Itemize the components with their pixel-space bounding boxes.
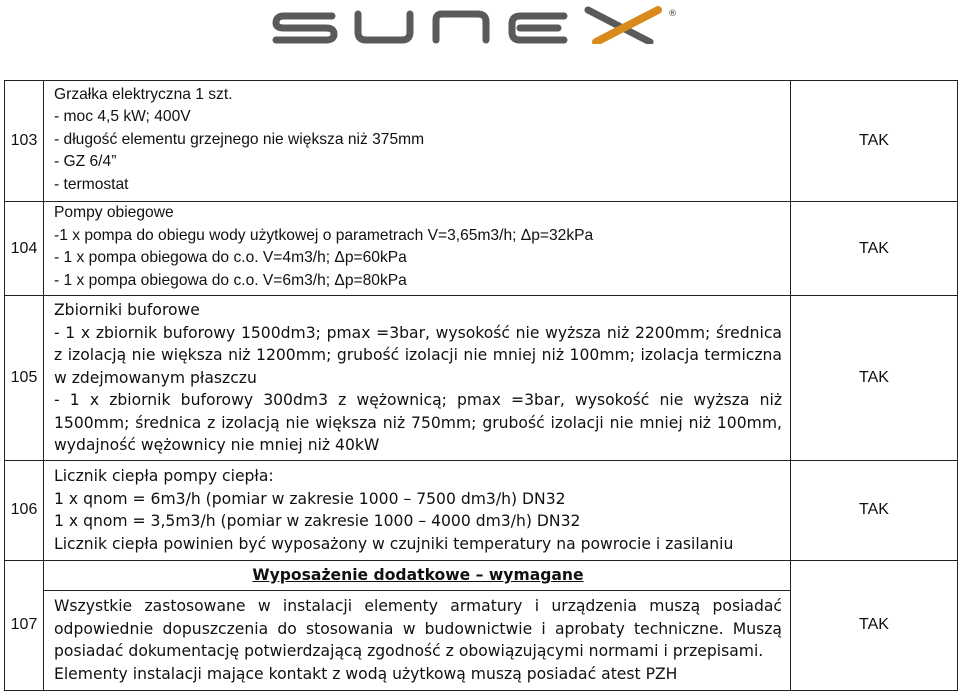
desc-line: - GZ 6/4” bbox=[54, 153, 117, 171]
row-number: 105 bbox=[5, 296, 44, 461]
row-value: TAK bbox=[791, 560, 958, 690]
desc-line: - termostat bbox=[54, 175, 129, 193]
table-row bbox=[5, 296, 958, 461]
row-description bbox=[44, 81, 791, 202]
desc-line: -1 x pompa do obiegu wody użytkowej o parametrach V=3,65m3/h; Δp=32kPa bbox=[54, 226, 594, 244]
desc-line: Licznik ciepła pompy ciepła: bbox=[54, 467, 274, 485]
row-number: 106 bbox=[5, 460, 44, 560]
desc-paragraph: - 1 x zbiornik buforowy 1500dm3; pmax =3bar, wysokość nie wyższa niż 2200mm; średnica z izolacją nie większa niż 1200mm; grubość izolacji nie mniej niż 100mm; izolacja termiczna w zdejmowanym płaszczu bbox=[54, 323, 782, 387]
desc-line: Grzałka elektryczna 1 szt. bbox=[54, 85, 233, 103]
row-description bbox=[44, 202, 791, 296]
desc-line: - długość elementu grzejnego nie większa niż 375mm bbox=[54, 130, 425, 148]
spec-table bbox=[4, 80, 958, 691]
table-row bbox=[5, 460, 958, 560]
table-row bbox=[5, 560, 958, 590]
desc-title: Zbiorniki buforowe bbox=[54, 301, 200, 319]
row-description bbox=[44, 296, 791, 461]
desc-line: Pompy obiegowe bbox=[54, 204, 174, 221]
desc-line: Licznik ciepła powinien być wyposażony w czujniki temperatury na powrocie i zasilaniu bbox=[54, 534, 734, 553]
table-row bbox=[5, 202, 958, 296]
desc-paragraph: - 1 x zbiornik buforowy 300dm3 z wężownicą; pmax =3bar, wysokość nie wyższa niż 1500mm; średnica z izolacją nie większa niż 750mm; grubość izolacji nie mniej niż 100mm, wydajność wężownicy nie mniej niż 40kW bbox=[54, 391, 782, 454]
desc-line: - moc 4,5 kW; 400V bbox=[54, 108, 191, 126]
row-value: TAK bbox=[791, 202, 958, 296]
desc-paragraph: Elementy instalacji mające kontakt z wodą użytkową muszą posiadać atest PZH bbox=[54, 664, 678, 683]
row-number: 104 bbox=[5, 202, 44, 296]
registered-mark: ® bbox=[668, 9, 677, 19]
desc-line: - 1 x pompa obiegowa do c.o. V=6m3/h; Δp=80kPa bbox=[54, 271, 407, 289]
sunex-logo bbox=[270, 4, 690, 44]
section-heading: Wyposażenie dodatkowe – wymagane bbox=[44, 560, 791, 590]
row-number: 107 bbox=[5, 560, 44, 690]
desc-line: - 1 x pompa obiegowa do c.o. V=4m3/h; Δp=60kPa bbox=[54, 249, 407, 266]
row-number: 103 bbox=[5, 81, 44, 202]
table-row bbox=[5, 81, 958, 202]
row-value: TAK bbox=[791, 81, 958, 202]
row-value: TAK bbox=[791, 296, 958, 461]
row-description bbox=[44, 590, 791, 690]
desc-line: 1 x qnom = 6m3/h (pomiar w zakresie 1000 – 7500 dm3/h) DN32 bbox=[54, 489, 566, 508]
desc-paragraph: Wszystkie zastosowane w instalacji elementy armatury i urządzenia muszą posiadać odpowiednie dopuszczenia do stosowania w budownictwie i aprobaty techniczne. Muszą posiadać dokumentację potwierdzającą zgodność z obowiązującymi normami i przepisami. bbox=[54, 597, 782, 660]
desc-line: 1 x qnom = 3,5m3/h (pomiar w zakresie 1000 – 4000 dm3/h) DN32 bbox=[54, 512, 581, 530]
row-description bbox=[44, 460, 791, 560]
row-value: TAK bbox=[791, 460, 958, 560]
